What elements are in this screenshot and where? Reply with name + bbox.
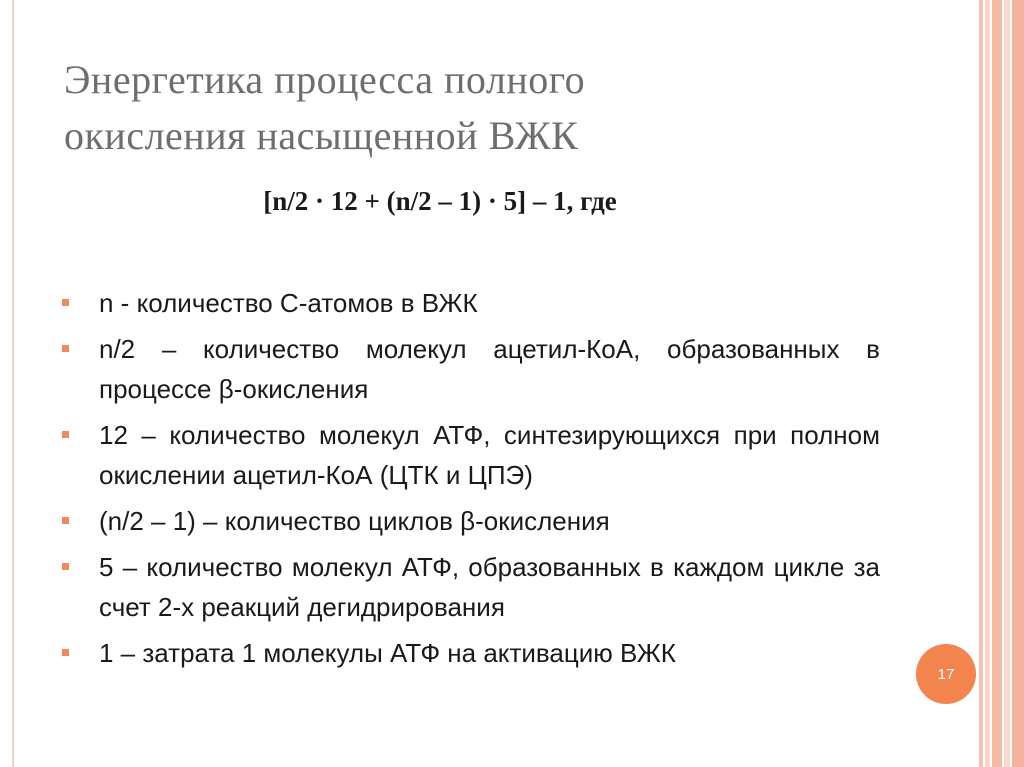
formula: [n/2 · 12 + (n/2 – 1) · 5] – 1, где [263,186,617,216]
list-item [62,415,880,495]
list-item-text: 5 – количество молекул АТФ, образованных в каждом цикле за счет 2-х реакций дегидрирования [99,552,880,622]
list-item-text: 1 – затрата 1 молекулы АТФ на активацию ВЖК [99,638,676,668]
decorative-stripe [979,0,983,767]
list-item [62,329,880,409]
bullet-square-icon [62,563,69,570]
bullet-list [62,283,880,679]
list-item-text: n - количество С-атомов в ВЖК [99,288,478,318]
bullet-square-icon [62,649,69,656]
slide-title-line2: окисления насыщенной ВЖК [64,113,579,158]
decorative-stripe [985,0,990,767]
list-item [62,547,880,627]
bullet-square-icon [62,345,69,352]
decorative-stripe [992,0,1002,767]
bullet-square-icon [62,517,69,524]
decorative-stripe [1012,0,1024,767]
decorative-stripe [1004,0,1010,767]
bullet-square-icon [62,299,69,306]
list-item [62,283,880,323]
list-item-text: n/2 – количество молекул ацетил-КоА, образованных в процессе β-окисления [99,334,880,404]
bullet-square-icon [62,431,69,438]
list-item-text: (n/2 – 1) – количество циклов β-окисления [99,506,610,536]
slide-title [64,52,944,164]
slide-title-line1: Энергетика процесса полного [64,57,586,102]
list-item [62,633,880,673]
left-border-line [12,0,14,767]
page-number-badge: 17 [916,644,976,704]
list-item-text: 12 – количество молекул АТФ, синтезирующихся при полном окислении ацетил-КоА (ЦТК и ЦПЭ) [99,420,880,490]
list-item [62,501,880,541]
